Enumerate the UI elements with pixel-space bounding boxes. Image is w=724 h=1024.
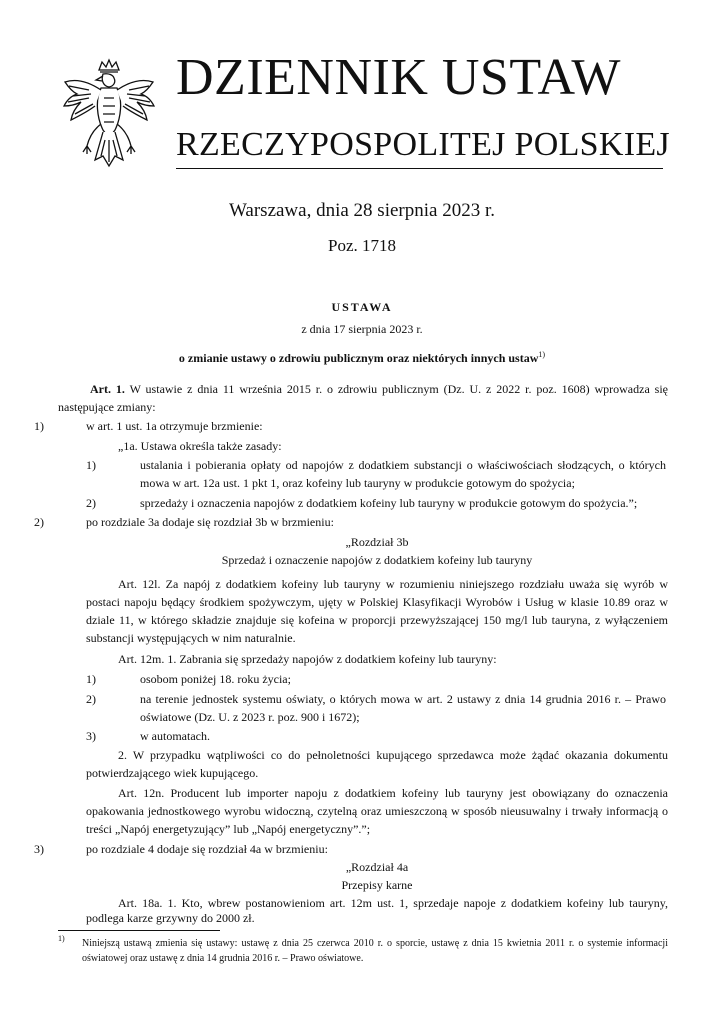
article-12n: Art. 12n. Producent lub importer napoju z dodatkiem kofeiny lub tauryny jest obowiązany do oznaczenia opakowania jednostkowego wyrobu widoczną, czytelną oraz umieszczoną w sposób nieusuwalny i trwały informacją o treści „Napój energetyzujący” lub „Napój energetyczny”.”; bbox=[86, 786, 668, 836]
article-12m-item-2-text: na terenie jednostek systemu oświaty, o których mowa w art. 2 ustawy z dnia 14 grudnia 2016 r. – Prawo oświatowe (Dz. U. z 2023 r. poz. 900 i 1672); bbox=[140, 692, 666, 724]
article-12m-item-3-number: 3) bbox=[86, 729, 96, 743]
article-12m-item-1-text: osobom poniżej 18. roku życia; bbox=[140, 672, 291, 686]
item-1-sub-1-number: 1) bbox=[86, 458, 96, 472]
polish-eagle-emblem-icon bbox=[58, 56, 160, 186]
article-12m-item-2-number: 2) bbox=[86, 692, 96, 706]
footnote-number: 1) bbox=[58, 934, 65, 943]
publication-date: Warszawa, dnia 28 sierpnia 2023 r. bbox=[229, 200, 495, 221]
article-12m-section-2: 2. W przypadku wątpliwości co do pełnoletności kupującego sprzedawca może żądać okazania dokumentu potwierdzającego wiek kupującego. bbox=[86, 748, 668, 780]
article-18a: Art. 18a. 1. Kto, wbrew postanowieniom art. 12m ust. 1, sprzedaje napoje z dodatkiem kofeiny lub tauryny, podlega karze grzywny do 2000 zł. bbox=[86, 896, 668, 925]
gazette-subtitle: RZECZYPOSPOLITEJ POLSKIEJ bbox=[176, 126, 670, 163]
act-heading: USTAWA bbox=[331, 300, 393, 314]
item-1-quote: „1a. Ustawa określa także zasady: bbox=[118, 439, 282, 453]
position-number: Poz. 1718 bbox=[328, 236, 396, 255]
chapter-3b-label: „Rozdział 3b bbox=[345, 535, 409, 549]
item-1-sub-2-text: sprzedaży i oznaczenia napojów z dodatkiem kofeiny lub tauryny w produkcie gotowym do spożycia.”; bbox=[140, 496, 638, 510]
item-2-text: po rozdziale 3a dodaje się rozdział 3b w brzmieniu: bbox=[86, 515, 334, 529]
footnote-text: Niniejszą ustawą zmienia się ustawy: ustawę z dnia 25 czerwca 2010 r. o sporcie, ustawę z dnia 15 kwietnia 2011 r. o systemie informacji oświatowej oraz ustawę z dnia 14 grudnia 2016 r. – Prawo oświatowe. bbox=[82, 938, 668, 964]
item-2-number: 2) bbox=[34, 515, 44, 529]
article-1-intro bbox=[58, 380, 668, 416]
masthead-rule bbox=[176, 168, 663, 169]
item-3-text: po rozdziale 4 dodaje się rozdział 4a w brzmieniu: bbox=[86, 842, 328, 856]
chapter-3b-title: Sprzedaż i oznaczenie napojów z dodatkiem kofeiny lub tauryny bbox=[221, 553, 533, 567]
item-3-number: 3) bbox=[34, 842, 44, 856]
act-title bbox=[30, 350, 694, 366]
item-1-text: w art. 1 ust. 1a otrzymuje brzmienie: bbox=[86, 419, 263, 433]
item-1-number: 1) bbox=[34, 419, 44, 433]
chapter-4a-title: Przepisy karne bbox=[341, 878, 413, 892]
chapter-4a-label: „Rozdział 4a bbox=[345, 860, 409, 874]
item-1-sub-1-text: ustalania i pobierania opłaty od napojów z dodatkiem substancji o właściwościach słodzących, o których mowa w art. 12a ust. 1 pkt 1, oraz kofeiny lub tauryny w produkcie gotowym do spożycia; bbox=[140, 458, 666, 490]
article-12l: Art. 12l. Za napój z dodatkiem kofeiny lub tauryny w rozumieniu niniejszego rozdziału uważa się wyrób w postaci napoju będący środkiem spożywczym, ujęty w Polskiej Klasyfikacji Wyrobów i Usług w klasie 10.89 oraz w dziale 11, w którego składzie znajduje się kofeina w proporcji przewyższającej 150 mg/l lub tauryna, z wyłączeniem substancji występujących w nim naturalnie. bbox=[86, 577, 668, 645]
act-date: z dnia 17 sierpnia 2023 r. bbox=[301, 322, 423, 336]
act-title-footnote-ref: 1) bbox=[538, 350, 546, 359]
footnote-rule bbox=[58, 930, 220, 931]
act-title-text: o zmianie ustawy o zdrowiu publicznym oraz niektórych innych ustaw bbox=[178, 351, 539, 365]
article-12m-item-1-number: 1) bbox=[86, 672, 96, 686]
item-1-sub-2-number: 2) bbox=[86, 496, 96, 510]
article-1-intro-text: W ustawie z dnia 11 września 2015 r. o zdrowiu publicznym (Dz. U. z 2022 r. poz. 1608) wprowadza się następujące zmiany: bbox=[58, 382, 668, 414]
article-1-label: Art. 1. bbox=[90, 382, 125, 396]
gazette-title: DZIENNIK USTAW bbox=[176, 49, 621, 106]
article-12m-item-3-text: w automatach. bbox=[140, 729, 210, 743]
article-12m-intro: Art. 12m. 1. Zabrania się sprzedaży napojów z dodatkiem kofeiny lub tauryny: bbox=[118, 652, 497, 666]
